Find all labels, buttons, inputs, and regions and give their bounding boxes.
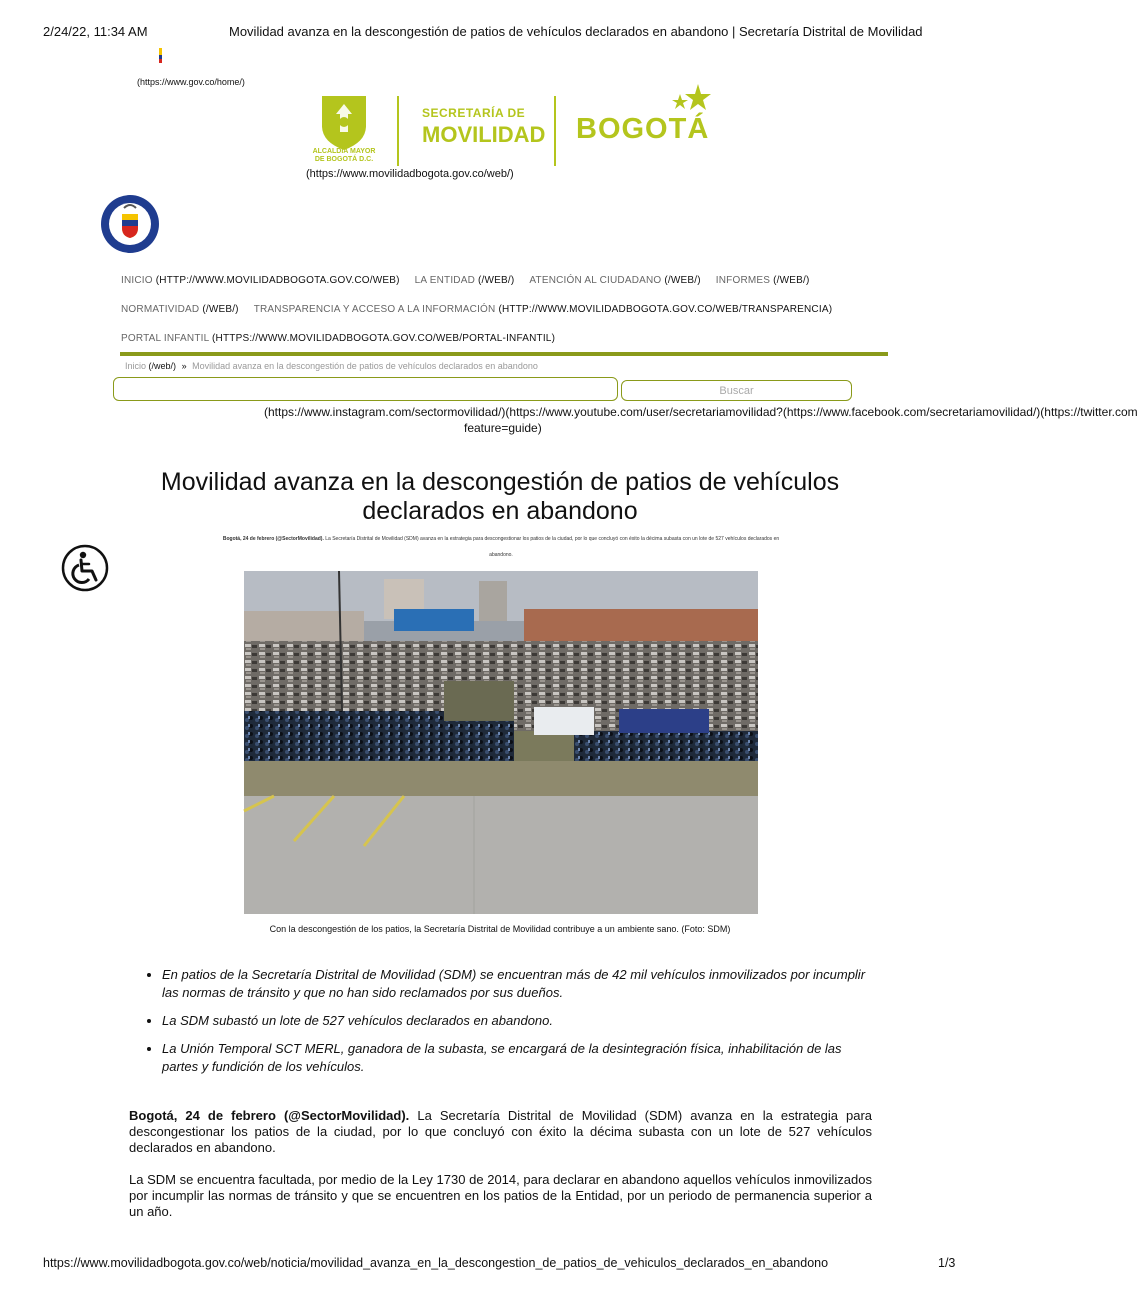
secretaria-logo[interactable] (422, 106, 545, 148)
accessibility-icon[interactable] (61, 544, 109, 592)
alcaldia-text-2: DE BOGOTÁ D.C. (314, 156, 374, 163)
print-page-title: Movilidad avanza en la descongestión de patios de vehículos declarados en abandono | Secretaría Distrital de Movilidad (229, 24, 923, 39)
govco-flag-bar[interactable] (159, 48, 162, 63)
nav-informes[interactable]: INFORMES (/WEB/) (715, 275, 810, 286)
secretaria-text: SECRETARÍA DE (422, 106, 526, 120)
colombia-seal-icon[interactable] (100, 194, 160, 254)
nav-row-3 (121, 333, 555, 344)
article-body (129, 1108, 872, 1220)
logo-divider-2 (554, 96, 556, 166)
lead-small-bold: Bogotá, 24 de febrero (@SectorMovilidad). (222, 536, 324, 542)
alcaldia-text-1: ALCALDÍA MAYOR (312, 148, 376, 155)
movilidad-text: MOVILIDAD (422, 122, 546, 147)
nav-portal-infantil[interactable]: PORTAL INFANTIL (HTTPS://WWW.MOVILIDADBOGOTA.GOV.CO/WEB/PORTAL-INFANTIL) (121, 333, 556, 344)
nav-atencion[interactable]: ATENCIÓN AL CIUDADANO (/WEB/) (529, 275, 701, 286)
alcaldia-logo[interactable] (306, 92, 382, 168)
govco-link[interactable]: (https://www.gov.co/home/) (137, 77, 245, 87)
photo-caption: Con la descongestión de los patios, la Secretaría Distrital de Movilidad contribuye a un ambiente sano. (Foto: SDM) (269, 924, 731, 934)
nav-la-entidad[interactable]: LA ENTIDAD (/WEB/) (414, 275, 515, 286)
nav-inicio[interactable]: INICIO (HTTP://WWW.MOVILIDADBOGOTA.GOV.CO/WEB) (121, 275, 400, 286)
logo-divider (397, 96, 399, 166)
breadcrumb (125, 361, 538, 371)
nav-normatividad[interactable]: NORMATIVIDAD (/WEB/) (121, 304, 239, 315)
print-footer-url: https://www.movilidadbogota.gov.co/web/noticia/movilidad_avanza_en_la_descongestion_de_patios_de_vehiculos_declarados_en_abandono (43, 1256, 829, 1270)
lead-small-text: La Secretaría Distrital de Movilidad (SDM) avanza en la estrategia para descongestionar los patios de la ciudad, por lo que concluyó con éxito la décima subasta con un lote de 527 vehículos declarados en (323, 536, 780, 542)
article-photo (244, 571, 758, 914)
nav-transparencia[interactable]: TRANSPARENCIA Y ACCESO A LA INFORMACIÓN (HTTP://WWW.MOVILIDADBOGOTA.GOV.CO/WEB/TRANSPARENCIA) (253, 304, 833, 315)
nav-row-1 (121, 275, 810, 286)
bogota-logo[interactable]: BOGOTÁ (576, 113, 710, 145)
paragraph-1-bold: Bogotá, 24 de febrero (@SectorMovilidad). (129, 1108, 410, 1123)
breadcrumb-current: Movilidad avanza en la descongestión de patios de vehículos declarados en abandono (192, 361, 538, 371)
breadcrumb-home[interactable]: Inicio (125, 361, 147, 371)
nav-row-2 (121, 304, 832, 315)
paragraph-1 (129, 1108, 872, 1156)
movilidad-link[interactable]: (https://www.movilidadbogota.gov.co/web/) (306, 168, 514, 180)
key-points (144, 966, 874, 1086)
print-footer-page: 1/3 (938, 1256, 956, 1270)
paragraph-1-text: La Secretaría Distrital de Movilidad (SDM) avanza en la estrategia para descongestionar los patios de la ciudad, por lo que concluyó con éxito la décima subasta con un lote de 527 vehículos declarados en abandono. (129, 1108, 873, 1155)
paragraph-2: La SDM se encuentra facultada, por medio de la Ley 1730 de 2014, para declarar en abandono aquellos vehículos inmovilizados por incumplir las normas de tránsito y que se encuentren en los patios de la Entidad, por un periodo de permanencia superior a un año. (129, 1172, 872, 1219)
article-title: Movilidad avanza en la descongestión de patios de vehículos declarados en abandono (160, 468, 840, 525)
lead-small (131, 531, 871, 563)
lead-small-text-2: abandono. (489, 552, 513, 558)
social-links[interactable]: (https://www.instagram.com/sectormovilidad/)(https://www.youtube.com/user/secretariamovilidad?(https://www.facebook.com/secretariamovilidad/)(https://twitter.com (264, 405, 1138, 419)
breadcrumb-home-href[interactable]: (/web/) (148, 361, 177, 371)
article-title-wrap (150, 468, 850, 526)
stars-icon (668, 82, 718, 122)
key-point-2: • La SDM subastó un lote de 527 vehículos declarados en abandono. (162, 1012, 874, 1030)
key-point-1: • En patios de la Secretaría Distrital de Movilidad (SDM) se encuentran más de 42 mil vehículos inmovilizados por incumplir las normas de tránsito y que no han sido reclamados por sus dueños. (162, 966, 874, 1002)
breadcrumb-separator: » (181, 361, 187, 371)
search-input[interactable] (113, 377, 618, 401)
search-button[interactable]: Buscar (621, 380, 852, 401)
nav-rule (120, 352, 888, 356)
key-point-3: • La Unión Temporal SCT MERL, ganadora de la subasta, se encargará de la desintegración física, inhabilitación de las partes y fundición de los vehículos. (162, 1040, 874, 1076)
vehicle-yard-photo (244, 571, 758, 914)
social-links-cont[interactable]: feature=guide) (464, 421, 542, 435)
print-datetime: 2/24/22, 11:34 AM (43, 24, 148, 39)
